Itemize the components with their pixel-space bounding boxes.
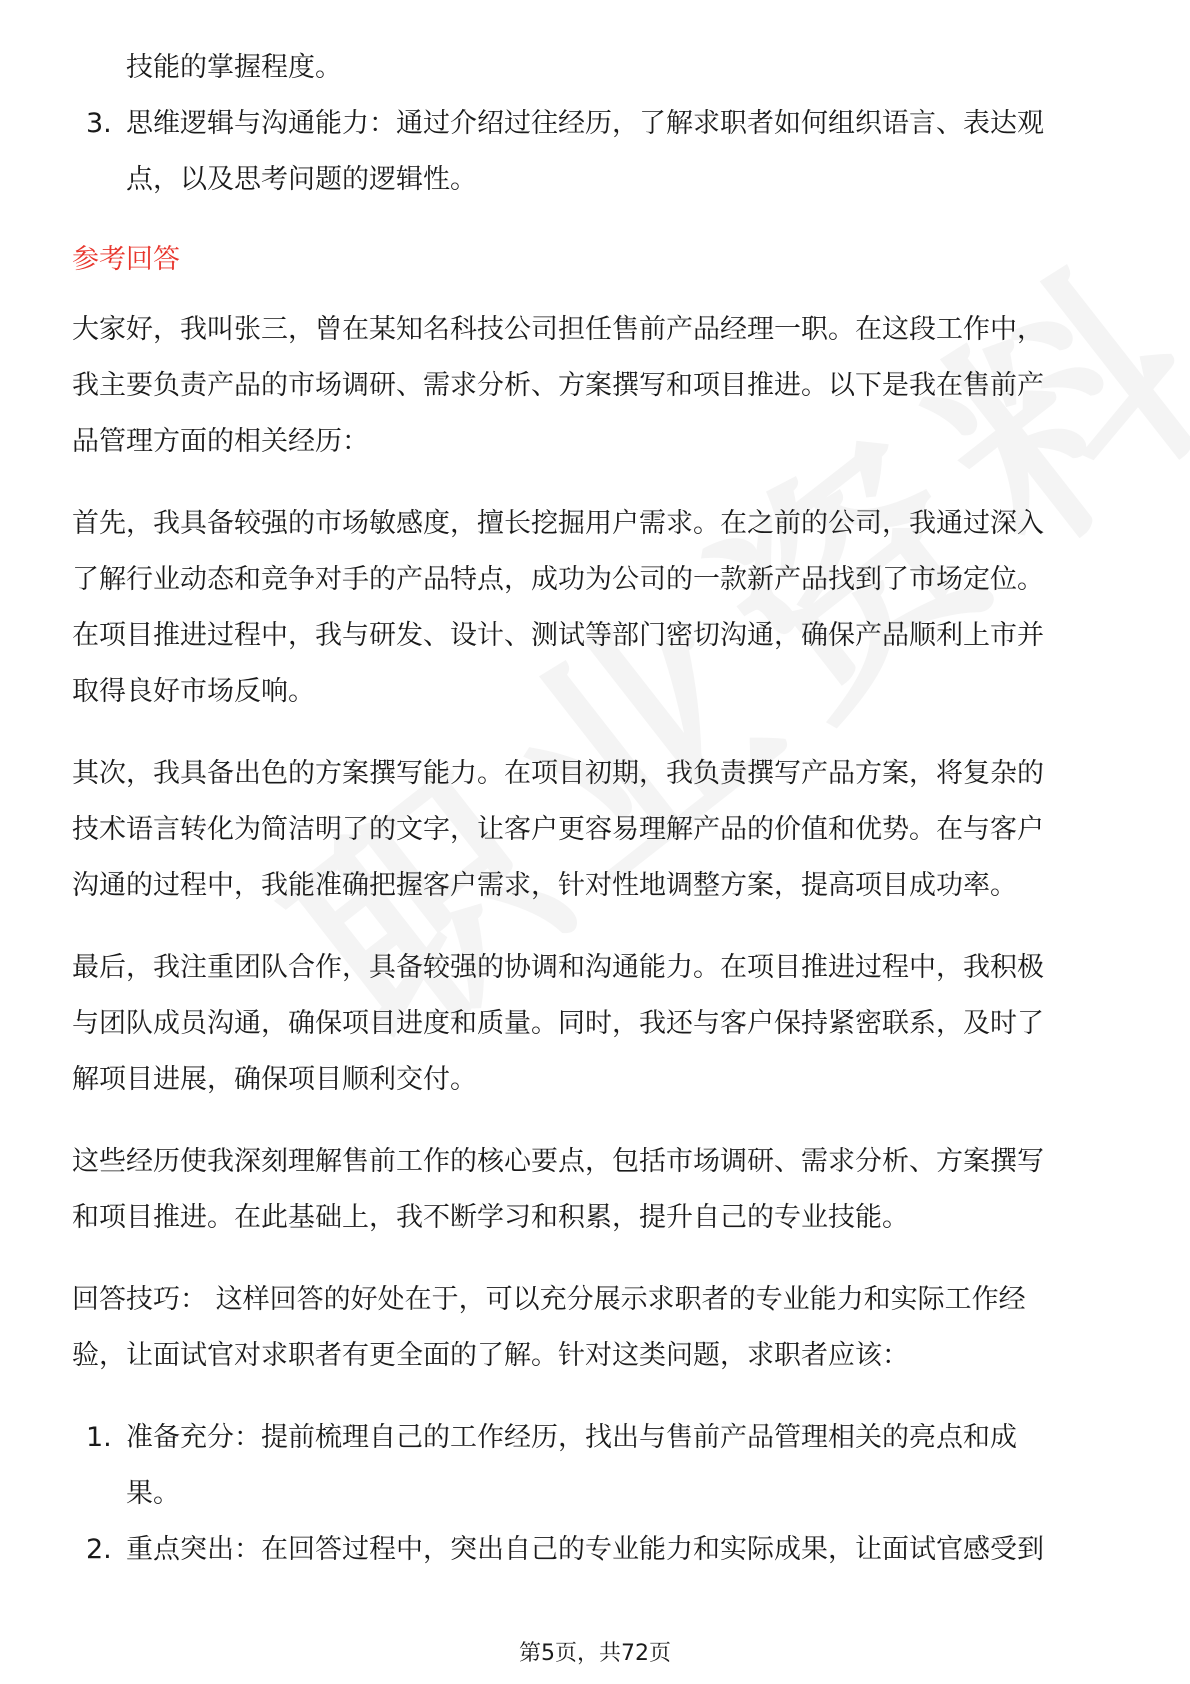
paragraph bbox=[72, 1272, 1118, 1384]
list-number: 2. bbox=[86, 1534, 112, 1565]
list-item-3 bbox=[72, 96, 1118, 208]
paragraph bbox=[72, 496, 1118, 720]
text-line: 回答技巧： 这样回答的好处在于，可以充分展示求职者的专业能力和实际工作经 bbox=[72, 1284, 1026, 1315]
list-number: 1. bbox=[86, 1422, 112, 1453]
text-line: 大家好，我叫张三，曾在某知名科技公司担任售前产品经理一职。在这段工作中， bbox=[72, 314, 1044, 345]
text-line: 首先，我具备较强的市场敏感度，擅长挖掘用户需求。在之前的公司，我通过深入 bbox=[72, 508, 1044, 539]
text-line: 技术语言转化为简洁明了的文字，让客户更容易理解产品的价值和优势。在与客户 bbox=[72, 814, 1044, 845]
paragraph bbox=[72, 746, 1118, 914]
text-line: 点，以及思考问题的逻辑性。 bbox=[126, 164, 477, 195]
text-line: 取得良好市场反响。 bbox=[72, 676, 315, 707]
paragraph bbox=[72, 302, 1118, 470]
text-line: 验，让面试官对求职者有更全面的了解。针对这类问题，求职者应该： bbox=[72, 1340, 909, 1371]
page-number-footer: 第5页，共72页 bbox=[519, 1641, 671, 1666]
text-line: 果。 bbox=[126, 1478, 180, 1509]
text-line: 解项目进展，确保项目顺利交付。 bbox=[72, 1064, 477, 1095]
page-content bbox=[72, 40, 1118, 1578]
list-item-2 bbox=[72, 1522, 1118, 1578]
list-item-1 bbox=[72, 1410, 1118, 1522]
text-line: 准备充分：提前梳理自己的工作经历，找出与售前产品管理相关的亮点和成 bbox=[126, 1422, 1017, 1453]
text-line: 重点突出：在回答过程中，突出自己的专业能力和实际成果，让面试官感受到 bbox=[126, 1534, 1044, 1565]
section-heading: 参考回答 bbox=[72, 244, 180, 275]
text-line: 和项目推进。在此基础上，我不断学习和积累，提升自己的专业技能。 bbox=[72, 1202, 909, 1233]
intro-continuation bbox=[72, 40, 1118, 96]
text-line: 沟通的过程中，我能准确把握客户需求，针对性地调整方案，提高项目成功率。 bbox=[72, 870, 1017, 901]
text-line: 这些经历使我深刻理解售前工作的核心要点，包括市场调研、需求分析、方案撰写 bbox=[72, 1146, 1044, 1177]
list-number: 3. bbox=[86, 108, 112, 139]
text-line: 其次，我具备出色的方案撰写能力。在项目初期，我负责撰写产品方案，将复杂的 bbox=[72, 758, 1044, 789]
text-line: 在项目推进过程中，我与研发、设计、测试等部门密切沟通，确保产品顺利上市并 bbox=[72, 620, 1044, 651]
text-line: 与团队成员沟通，确保项目进度和质量。同时，我还与客户保持紧密联系，及时了 bbox=[72, 1008, 1044, 1039]
text-line: 思维逻辑与沟通能力：通过介绍过往经历，了解求职者如何组织语言、表达观 bbox=[126, 108, 1044, 139]
paragraph bbox=[72, 1134, 1118, 1246]
text-line: 技能的掌握程度。 bbox=[126, 52, 342, 83]
text-line: 我主要负责产品的市场调研、需求分析、方案撰写和项目推进。以下是我在售前产 bbox=[72, 370, 1044, 401]
text-line: 最后，我注重团队合作，具备较强的协调和沟通能力。在项目推进过程中，我积极 bbox=[72, 952, 1044, 983]
paragraph bbox=[72, 940, 1118, 1108]
text-line: 了解行业动态和竞争对手的产品特点，成功为公司的一款新产品找到了市场定位。 bbox=[72, 564, 1044, 595]
text-line: 品管理方面的相关经历： bbox=[72, 426, 369, 457]
